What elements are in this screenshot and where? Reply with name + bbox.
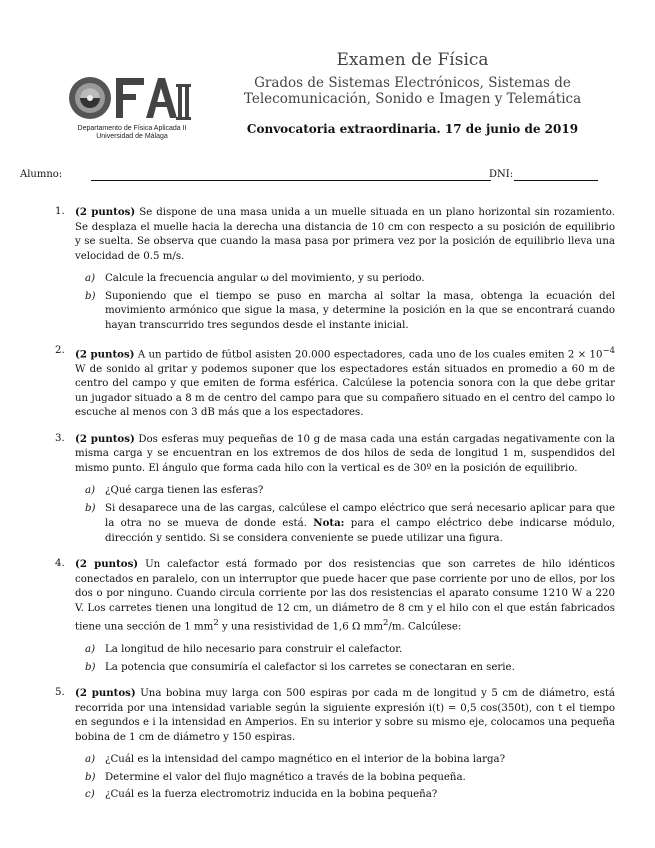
question-points: (2 puntos) — [75, 687, 136, 700]
exponent: 2 — [383, 618, 389, 629]
subquestion-text: La longitud de hilo necesario para construir el calefactor. — [105, 644, 403, 656]
question-points: (2 puntos) — [75, 206, 136, 218]
logo-caption — [66, 125, 198, 141]
subquestion-text: ¿Cuál es la intensidad del campo magnético en el interior de la bobina larga? — [105, 754, 506, 766]
questions-list — [55, 205, 615, 806]
question-text-continued: /m. Calcúlese: — [388, 621, 462, 633]
subquestion-text: La potencia que consumiría el calefactor si los carretes se conectaran en serie. — [105, 661, 515, 673]
subquestion-list — [75, 643, 615, 675]
subquestion-text: Calcule la frecuencia angular ω del movimiento, y su periodo. — [105, 273, 425, 284]
subtitle-line2: Telecomunicación, Sonido e Imagen y Telemática — [243, 91, 582, 107]
question-text-continued: W de sonido al gritar y podemos suponer que los espectadores están situados en promedio a 60 m de centro del campo y que emiten de forma esférica. Calcúlese la potencia sonora con la que debe gritar un jugador situado a 8 m de centro del campo para que su compañero situado en el centro del campo lo escuche al menos con 3 dB más que a los espectadores. — [75, 363, 615, 419]
question-number: 1. — [55, 206, 65, 217]
exam-title: Examen de Física — [336, 50, 489, 70]
question-5 — [55, 686, 615, 803]
subquestion — [83, 788, 615, 803]
dni-label: DNI: — [489, 169, 514, 180]
subquestion — [83, 502, 615, 547]
question-points: (2 puntos) — [75, 432, 135, 445]
student-info — [20, 169, 630, 183]
subtitle-line1: Grados de Sistemas Electrónicos, Sistemas de — [254, 75, 571, 91]
subquestion-label: a) — [85, 485, 96, 497]
question-2 — [55, 344, 615, 421]
question-text: Se dispone de una masa unida a un muelle situada en un plano horizontal sin rozamiento. Se desplaza el muelle hacia la derecha una distancia de 10 cm con respecto a su posición de equilibrio y se suelta. Se observa que cuando la masa pasa por primera vez por la posición de equilibrio lleva una velocidad de 0.5 m/s. — [75, 207, 615, 262]
question-points: (2 puntos) — [75, 348, 135, 361]
subquestion-text: Determine el valor del flujo magnético a través de la bobina pequeña. — [105, 771, 466, 783]
subquestion-text: Si desaparece una de las cargas, calcúlese el campo eléctrico que será necesario aplicar para que la otra no se mueva de donde está. — [105, 502, 615, 530]
subquestion-text: ¿Qué carga tienen las esferas? — [105, 485, 264, 497]
question-text: Una bobina muy larga con 500 espiras por cada m de longitud y 5 cm de diámetro, está recorrida por una intensidad variable según la siguiente expresión i(t) = 0,5 cos(350t), con t el tiempo en segundos e i la intensidad en Amperios. En su interior y sobre su mismo eje, colocamos una pequeña bobina de 1 cm de diámetro y 150 espiras. — [75, 688, 615, 743]
question-number: 2. — [55, 345, 65, 356]
logo-roman-two — [176, 84, 191, 120]
logo-caption-line2: Universidad de Málaga — [96, 133, 168, 140]
subquestion-list — [75, 272, 615, 333]
alumno-label: Alumno: — [20, 169, 63, 180]
logo-caption-line1: Departamento de Física Aplicada II — [77, 125, 187, 132]
subquestion — [83, 661, 615, 676]
question-3 — [55, 432, 615, 547]
subquestion-label: c) — [85, 789, 95, 801]
question-points: (2 puntos) — [75, 558, 139, 571]
subquestion — [83, 484, 615, 499]
question-4 — [55, 557, 615, 675]
subquestion — [83, 272, 615, 287]
subquestion-list — [75, 484, 615, 546]
convocatoria: Convocatoria extraordinaria. 17 de junio de 2019 — [246, 122, 579, 136]
subquestion-label: a) — [85, 644, 96, 656]
question-text-mid: y una resistividad de 1,6 Ω mm — [218, 621, 383, 633]
exam-subtitle — [210, 75, 615, 107]
subquestion-label: b) — [85, 771, 96, 783]
subquestion — [83, 753, 615, 768]
logo-f-letter — [116, 78, 144, 118]
subquestion-text: Suponiendo que el tiempo se puso en marcha al soltar la masa, obtenga la ecuación del movimiento armónico que sigue la masa, y determine la posición en la que se encontrará cuando hayan transcurrido tres segundos desde el instante inicial. — [105, 290, 615, 331]
question-number: 5. — [55, 687, 65, 699]
subquestion-label: a) — [85, 273, 96, 284]
question-number: 4. — [55, 558, 65, 570]
subquestion-label: a) — [85, 754, 96, 766]
subquestion-label: b) — [85, 661, 96, 673]
logo-a-letter — [146, 78, 177, 118]
question-1 — [55, 205, 615, 333]
question-number: 3. — [55, 432, 65, 444]
subquestion — [83, 290, 615, 334]
subquestion — [83, 643, 615, 658]
question-text: Dos esferas muy pequeñas de 10 g de masa cada una están cargadas negativamente con la misma carga y se encuentran en los extremos de dos hilos de seda de longitud 1 m, suspendidos del mismo punto. El ángulo que forma cada hilo con la vertical es de 30º en la posición de equilibrio. — [75, 433, 615, 474]
question-text: A un partido de fútbol asisten 20.000 espectadores, cada uno de los cuales emiten 2 × 10 — [137, 349, 603, 361]
dni-field[interactable] — [514, 169, 598, 181]
subquestion-text-continued: para el campo eléctrico debe indicarse módulo, dirección y sentido. Si se considera conveniente se puede utilizar una figura. — [105, 518, 615, 544]
alumno-field[interactable] — [91, 169, 491, 181]
subquestion-label: b) — [85, 502, 96, 514]
logo-o-globe-icon — [69, 77, 111, 119]
subquestion-label: b) — [85, 290, 96, 302]
subquestion-text: ¿Cuál es la fuerza electromotriz inducida en la bobina pequeña? — [105, 789, 438, 801]
note-label: Nota: — [313, 517, 345, 530]
exponent: −4 — [602, 346, 615, 356]
subquestion — [83, 771, 615, 786]
subquestion-list — [75, 753, 615, 803]
question-text: Un calefactor está formado por dos resistencias que son carretes de hilo idénticos conectados en paralelo, con un interruptor que puede hacer que pase corriente por uno de ellos, por los dos o por ninguno. Cuando circula corriente por las dos resistencias el aparato consume 1210 W a 220 V. Los carretes tienen una longitud de 12 cm, un diámetro de 8 cm y el hilo con el que están fabricados tiene una sección de 1 mm — [75, 559, 615, 633]
exponent: 2 — [213, 618, 219, 629]
